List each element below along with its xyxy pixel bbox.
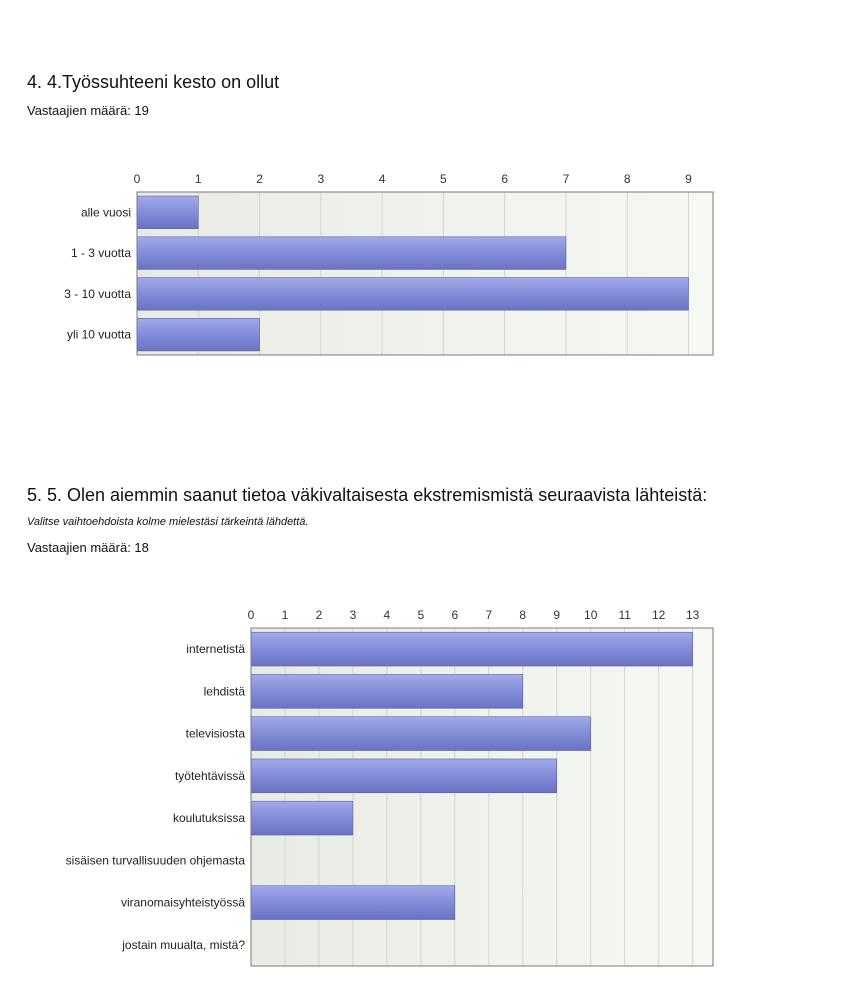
x-tick-label: 11 [618, 608, 631, 622]
bar [251, 886, 455, 920]
bar [251, 674, 523, 708]
bar [251, 632, 693, 666]
x-tick-label: 7 [562, 172, 570, 186]
x-tick-label: 13 [685, 608, 700, 622]
question-5-respondent-count: Vastaajien määrä: 18 [27, 540, 149, 555]
category-label: televisiosta [185, 726, 245, 741]
bar [251, 759, 557, 793]
x-tick-label: 7 [485, 608, 493, 622]
x-tick-label: 0 [133, 172, 141, 186]
bar [251, 717, 591, 751]
category-label: viranomaisyhteistyössä [120, 895, 245, 910]
question-5-title: 5. 5. Olen aiemmin saanut tietoa väkivaltaisesta ekstremismistä seuraavista lähteistä: [27, 485, 708, 505]
category-label: koulutuksissa [172, 811, 245, 826]
category-label: jostain muualta, mistä? [122, 937, 245, 952]
question-4-title: 4. 4.Työssuhteeni kesto on ollut [27, 72, 280, 92]
x-tick-label: 0 [247, 608, 255, 622]
x-tick-label: 6 [501, 172, 509, 186]
x-tick-label: 8 [623, 172, 631, 186]
category-label: alle vuosi [80, 205, 131, 220]
category-label: sisäisen turvallisuuden ohjemasta [65, 853, 245, 868]
x-tick-label: 8 [519, 608, 527, 622]
x-tick-label: 5 [440, 172, 447, 186]
x-tick-label: 6 [451, 608, 459, 622]
category-label: 1 - 3 vuotta [70, 246, 131, 261]
x-tick-label: 2 [315, 608, 323, 622]
category-label: lehdistä [203, 684, 245, 699]
x-tick-label: 4 [383, 608, 391, 622]
x-tick-label: 3 [317, 172, 325, 186]
x-tick-label: 3 [349, 608, 357, 622]
x-tick-label: 9 [553, 608, 561, 622]
x-tick-label: 4 [378, 172, 386, 186]
question-4-respondent-count: Vastaajien määrä: 19 [27, 103, 149, 118]
x-tick-label: 1 [281, 608, 289, 622]
category-label: yli 10 vuotta [66, 327, 131, 342]
category-label: työtehtävissä [174, 768, 245, 783]
x-tick-label: 12 [651, 608, 666, 622]
category-label: internetistä [186, 642, 245, 657]
x-tick-label: 10 [584, 608, 598, 622]
x-tick-label: 1 [194, 172, 202, 186]
x-tick-label: 2 [256, 172, 263, 186]
question-5-instruction: Valitse vaihtoehdoista kolme mielestäsi tärkeintä lähdettä. [27, 516, 309, 528]
category-label: 3 - 10 vuotta [64, 286, 131, 301]
bar [251, 801, 353, 835]
x-tick-label: 5 [417, 608, 425, 622]
x-tick-label: 9 [685, 172, 692, 186]
